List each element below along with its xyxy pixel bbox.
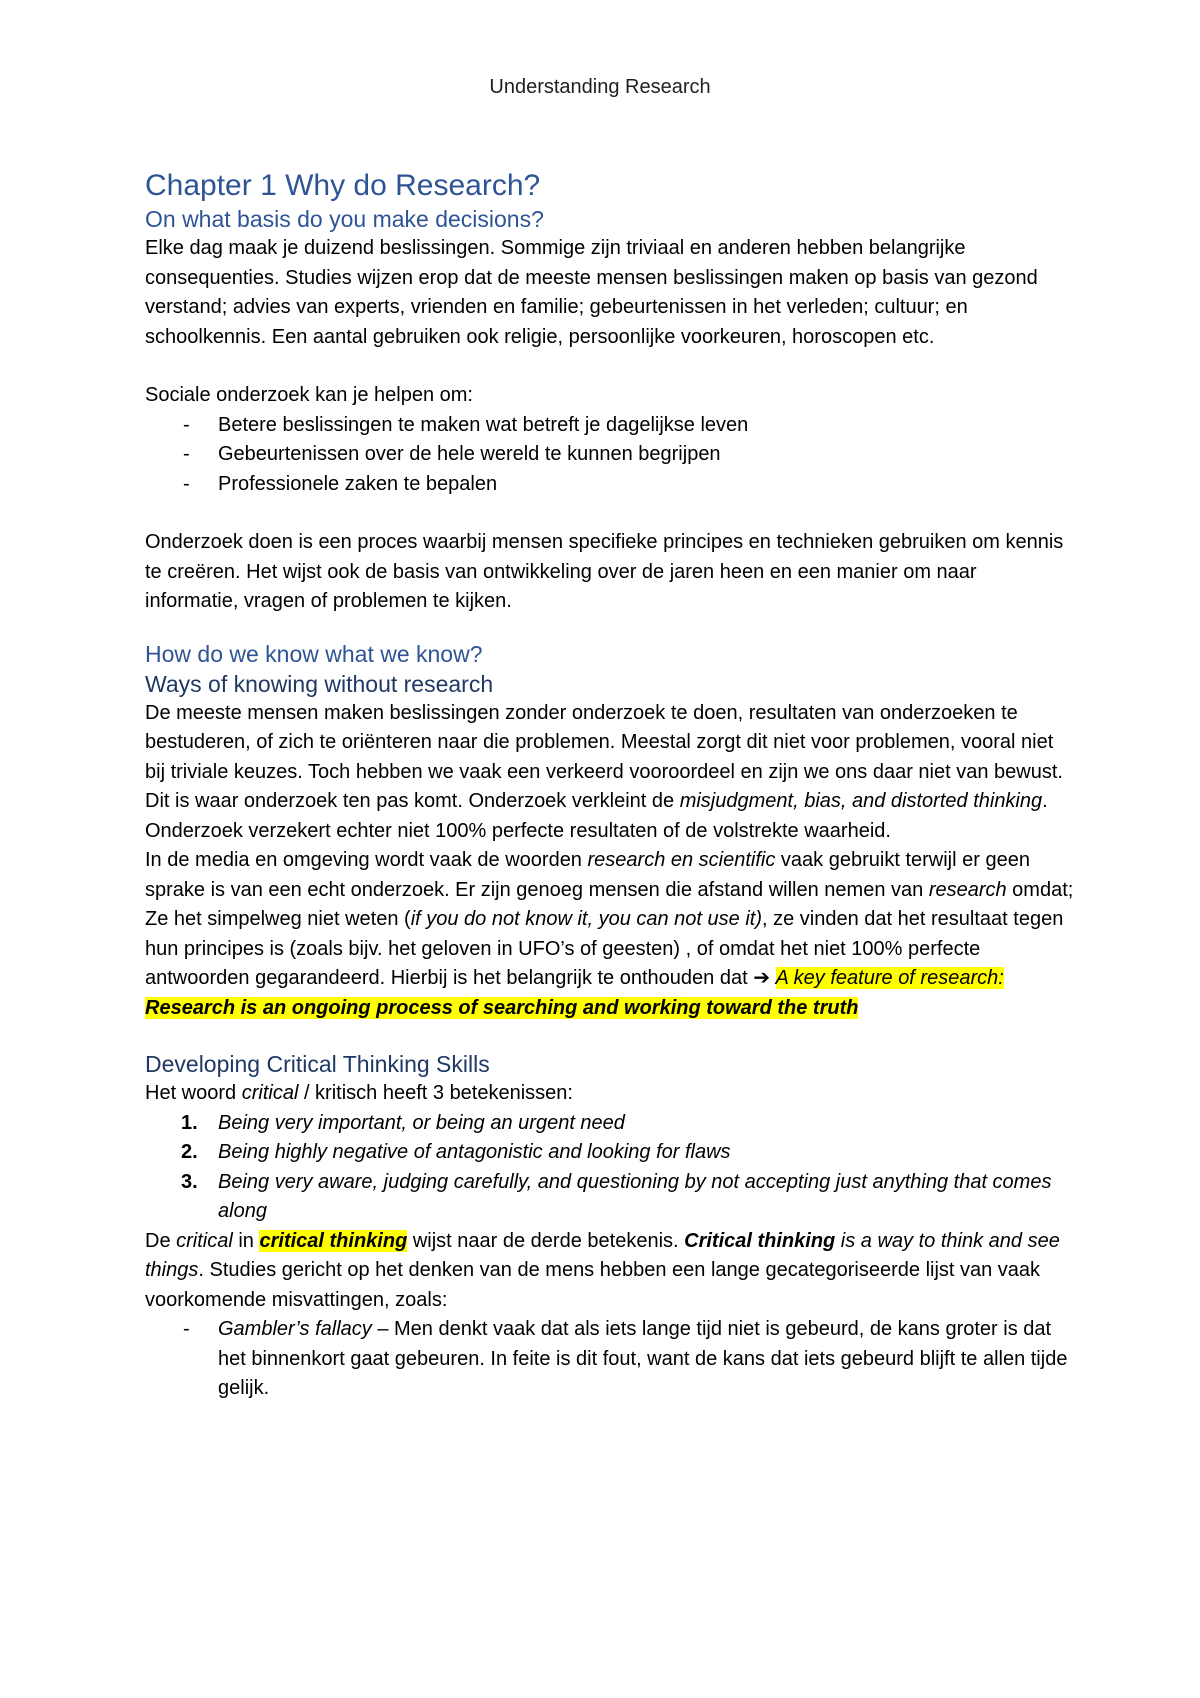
highlighted-critical-thinking: critical thinking bbox=[259, 1229, 408, 1252]
list-number: 2. bbox=[181, 1141, 198, 1163]
list-marker: - bbox=[183, 443, 190, 465]
list-number: 3. bbox=[181, 1170, 198, 1193]
paragraph-critical-thinking: De critical in critical thinking wijst naar de derde betekenis. Critical thinking is a way to think and see things. Studies gericht op het denken van de mens hebben een lange gecategoriseerde lijst van vaak voorkomende misvattingen, zoals: bbox=[145, 1229, 1060, 1311]
section-heading-how-do-we-know: How do we know what we know? bbox=[145, 640, 483, 667]
chapter-title: Chapter 1 Why do Research? bbox=[145, 169, 541, 202]
list-item: 2. Being highly negative of antagonistic and looking for flaws bbox=[145, 1138, 1075, 1168]
running-header: Understanding Research bbox=[489, 76, 711, 98]
list-item: - Gambler’s fallacy – Men denkt vaak dat als iets lange tijd niet is gebeurd, de kans groter is dat het binnenkort gaat gebeuren. In feite is dit fout, want de kans dat iets gebeurd blijft te allen tijde gelijk. bbox=[145, 1315, 1075, 1404]
highlighted-key-feature: A key feature of research: Research is an ongoing process of searching and working toward the truth bbox=[145, 967, 1004, 1019]
document-body bbox=[145, 168, 1075, 1404]
subsection-heading-ways-of-knowing: Ways of knowing without research bbox=[145, 670, 494, 697]
paragraph-research-process: Onderzoek doen is een proces waarbij mensen specifieke principes en technieken gebruiken om kennis te creëren. Het wijst ook de basis van ontwikkeling over de jaren heen en een manier om naar informatie, vragen of problemen te kijken. bbox=[145, 531, 1064, 612]
benefits-list bbox=[145, 411, 1075, 500]
list-number: 1. bbox=[181, 1111, 198, 1134]
paragraph-social-research-intro: Sociale onderzoek kan je helpen om: bbox=[145, 384, 473, 406]
list-item: 3. Being very aware, judging carefully, and questioning by not accepting just anything that comes along bbox=[145, 1168, 1075, 1227]
paragraph-critical-meanings-intro: Het woord critical / kritisch heeft 3 betekenissen: bbox=[145, 1082, 573, 1104]
paragraph-decisions: Elke dag maak je duizend beslissingen. Sommige zijn triviaal en anderen hebben belangrijke consequenties. Studies wijzen erop dat de meeste mensen beslissingen maken op basis van gezond verstand; advies van experts, vrienden en familie; gebeurtenissen in het verleden; cultuur; en schoolkennis. Een aantal gebruiken ook religie, persoonlijke voorkeuren, horoscopen etc. bbox=[145, 237, 1038, 348]
list-item: - Betere beslissingen te maken wat betreft je dagelijkse leven bbox=[145, 411, 1075, 441]
subsection-heading-critical-thinking: Developing Critical Thinking Skills bbox=[145, 1051, 490, 1077]
arrow-icon: ➔ bbox=[753, 967, 770, 989]
list-item: - Professionele zaken te bepalen bbox=[145, 470, 1075, 500]
list-marker: - bbox=[183, 413, 190, 436]
list-item: - Gebeurtenissen over de hele wereld te kunnen begrijpen bbox=[145, 440, 1075, 470]
list-item: 1. Being very important, or being an urgent need bbox=[145, 1109, 1075, 1139]
list-marker: - bbox=[183, 472, 190, 495]
list-marker: - bbox=[183, 1318, 190, 1340]
section-heading-decisions: On what basis do you make decisions? bbox=[145, 206, 544, 232]
fallacies-list bbox=[145, 1315, 1075, 1404]
paragraph-media-research: In de media en omgeving wordt vaak de woorden research en scientific vaak gebruikt terwijl er geen sprake is van een echt onderzoek. Er zijn genoeg mensen die afstand willen nemen van research omdat; Ze het simpelweg niet weten (if you do not know it, you can not use it), ze vinden dat het resultaat tegen hun principes is (zoals bijv. het geloven in UFO’s of geesten) , of omdat het niet 100% perfecte antwoorden gegarandeerd. Hierbij is het belangrijk te onthouden dat ➔ A key feature of research: Research is an ongoing process of searching and working toward the truth bbox=[145, 849, 1074, 1019]
meanings-list bbox=[145, 1109, 1075, 1227]
paragraph-without-research: De meeste mensen maken beslissingen zonder onderzoek te doen, resultaten van onderzoeken te bestuderen, of zich te oriënteren naar die problemen. Meestal zorgt dit niet voor problemen, vooral niet bij triviale keuzes. Toch hebben we vaak een verkeerd vooroordeel en zijn we ons daar niet van bewust. Dit is waar onderzoek ten pas komt. Onderzoek verkleint de misjudgment, bias, and distorted thinking. Onderzoek verzekert echter niet 100% perfecte resultaten of de volstrekte waarheid. bbox=[145, 701, 1063, 842]
